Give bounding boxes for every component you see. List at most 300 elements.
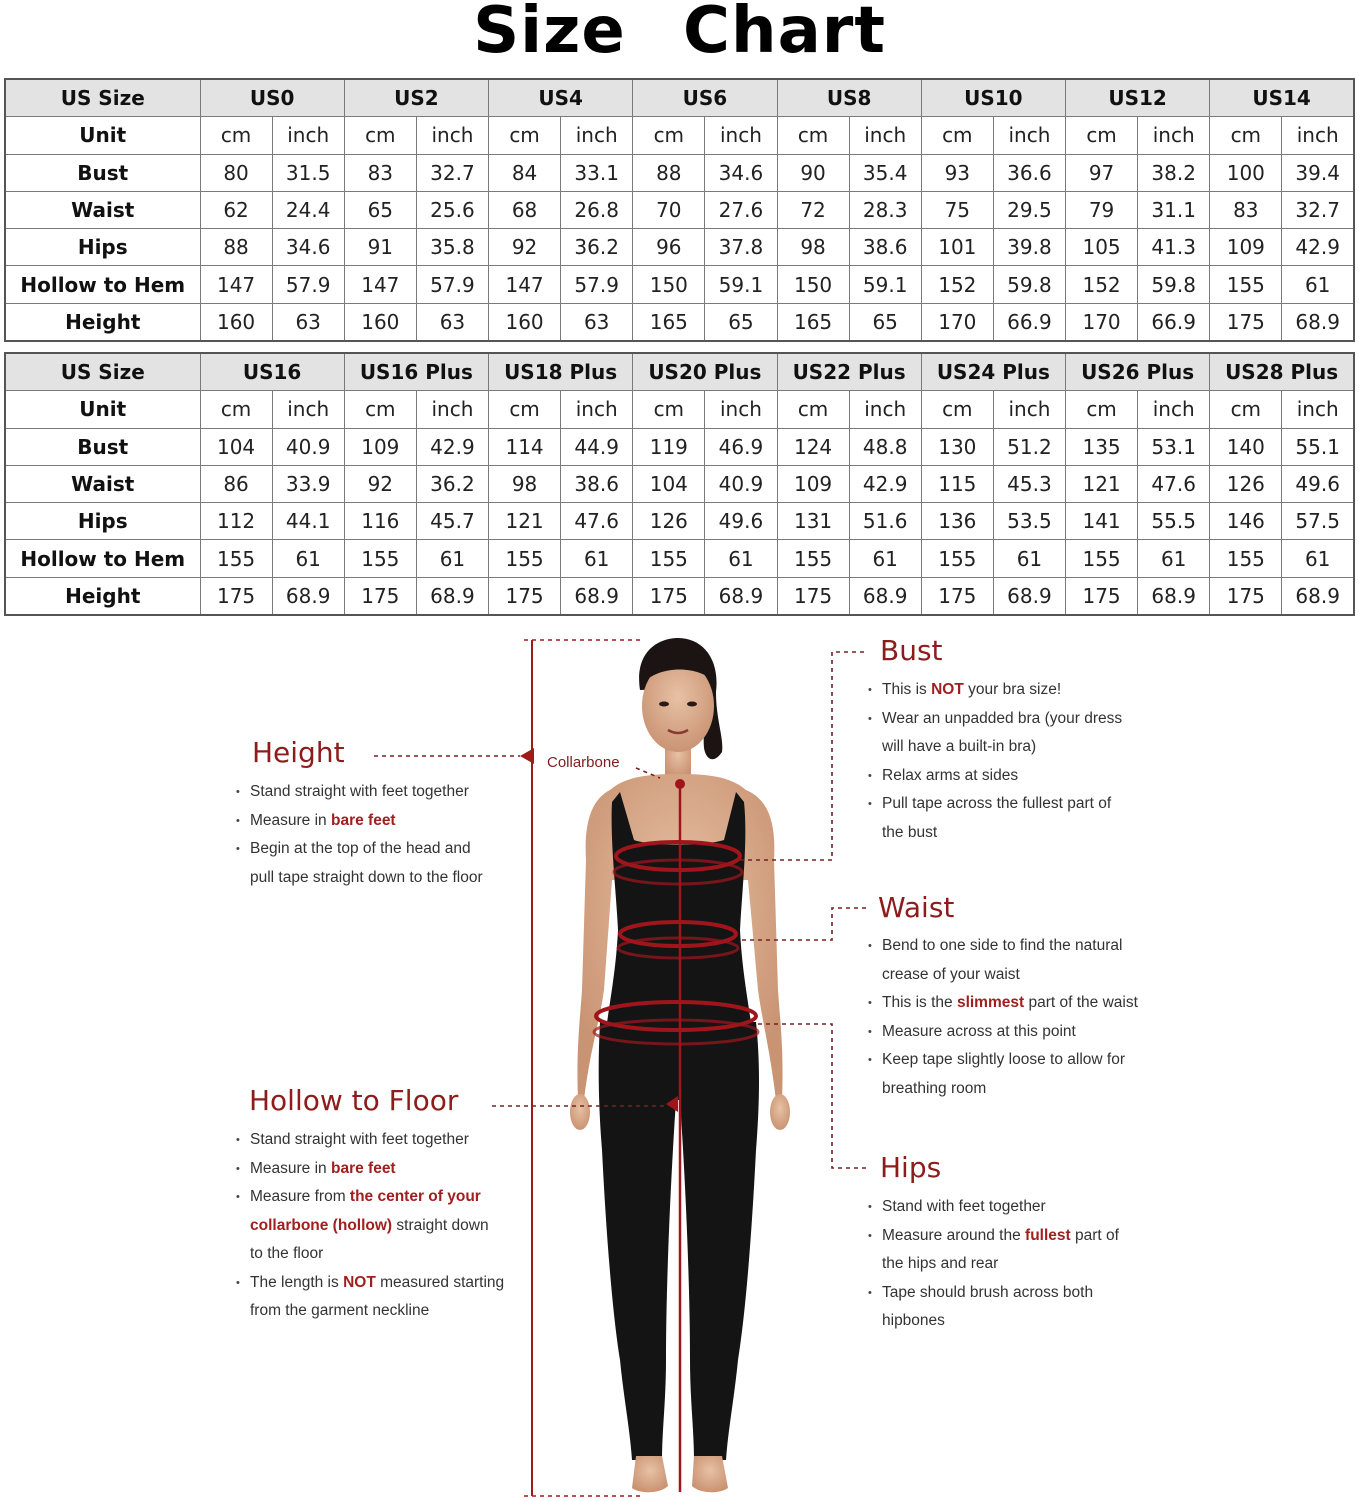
- tip-continuation: breathing room: [882, 1079, 987, 1097]
- size-column-header: US20 Plus: [633, 353, 777, 391]
- measurement-value-cell: 126: [633, 503, 705, 540]
- unit-inch-cell: inch: [561, 391, 633, 428]
- size-column-header: US10: [921, 79, 1065, 117]
- measurement-value-cell: 32.7: [1282, 191, 1354, 228]
- size-header-row: [5, 353, 1354, 391]
- measurement-value-cell: 121: [489, 503, 561, 540]
- measurement-value-cell: 61: [416, 540, 488, 577]
- size-table-regular: [4, 78, 1355, 342]
- size-column-header: US2: [344, 79, 488, 117]
- unit-row-label: Unit: [5, 391, 200, 428]
- size-column-header: US16 Plus: [344, 353, 488, 391]
- unit-cm-cell: cm: [777, 117, 849, 154]
- measurement-value-cell: 160: [489, 303, 561, 341]
- size-column-header: US28 Plus: [1210, 353, 1354, 391]
- measurement-value-cell: 147: [344, 266, 416, 303]
- measurement-value-cell: 88: [633, 154, 705, 191]
- measurement-row: [5, 154, 1354, 191]
- measurement-value-cell: 42.9: [416, 428, 488, 465]
- size-column-header: US18 Plus: [489, 353, 633, 391]
- measurement-row: [5, 191, 1354, 228]
- measurement-value-cell: 24.4: [272, 191, 344, 228]
- measurement-value-cell: 101: [921, 229, 993, 266]
- measurement-value-cell: 55.1: [1282, 428, 1354, 465]
- unit-cm-cell: cm: [489, 391, 561, 428]
- unit-cm-cell: cm: [633, 391, 705, 428]
- measurement-value-cell: 92: [344, 465, 416, 502]
- measurement-value-cell: 61: [1138, 540, 1210, 577]
- measurement-value-cell: 70: [633, 191, 705, 228]
- tip-item: [868, 1046, 1168, 1103]
- measurement-row-label: Hips: [5, 503, 200, 540]
- measurement-value-cell: 152: [921, 266, 993, 303]
- unit-inch-cell: inch: [1282, 391, 1354, 428]
- measurement-value-cell: 68.9: [705, 577, 777, 615]
- measurement-value-cell: 31.1: [1138, 191, 1210, 228]
- unit-inch-cell: inch: [1138, 391, 1210, 428]
- measurement-value-cell: 35.4: [849, 154, 921, 191]
- height-tips: [236, 778, 516, 892]
- hips-tips: [868, 1193, 1168, 1336]
- unit-inch-cell: inch: [272, 117, 344, 154]
- measurement-value-cell: 37.8: [705, 229, 777, 266]
- measurement-value-cell: 39.4: [1282, 154, 1354, 191]
- measurement-value-cell: 68.9: [993, 577, 1065, 615]
- measurement-value-cell: 109: [777, 465, 849, 502]
- measurement-value-cell: 135: [1066, 428, 1138, 465]
- tip-item: [868, 989, 1168, 1018]
- measurement-value-cell: 40.9: [272, 428, 344, 465]
- tip-item: [868, 790, 1168, 847]
- measurement-value-cell: 45.3: [993, 465, 1065, 502]
- measurement-value-cell: 47.6: [1138, 465, 1210, 502]
- measurement-value-cell: 136: [921, 503, 993, 540]
- bust-title: Bust: [880, 634, 943, 667]
- tip-text: Stand straight with feet together: [250, 1131, 469, 1148]
- measurement-value-cell: 165: [633, 303, 705, 341]
- measurement-value-cell: 59.1: [849, 266, 921, 303]
- tip-text: This is: [882, 681, 932, 698]
- measurement-value-cell: 33.1: [561, 154, 633, 191]
- measurement-value-cell: 100: [1210, 154, 1282, 191]
- measurement-value-cell: 160: [200, 303, 272, 341]
- collarbone-label: Collarbone: [547, 754, 620, 771]
- unit-cm-cell: cm: [777, 391, 849, 428]
- hips-title: Hips: [880, 1151, 942, 1184]
- measurement-value-cell: 147: [200, 266, 272, 303]
- measurement-row-label: Hollow to Hem: [5, 540, 200, 577]
- tip-item: [868, 1279, 1168, 1336]
- tip-text: Relax arms at sides: [882, 766, 1019, 784]
- measurement-value-cell: 155: [1210, 540, 1282, 577]
- measurement-value-cell: 63: [272, 303, 344, 341]
- measurement-value-cell: 80: [200, 154, 272, 191]
- measurement-value-cell: 83: [1210, 191, 1282, 228]
- measurement-value-cell: 150: [633, 266, 705, 303]
- measurement-value-cell: 57.9: [272, 266, 344, 303]
- unit-inch-cell: inch: [416, 117, 488, 154]
- tip-item: [868, 762, 1168, 791]
- size-column-header: US4: [489, 79, 633, 117]
- tip-item: [236, 1155, 526, 1184]
- measurement-value-cell: 121: [1066, 465, 1138, 502]
- tip-text: Measure in: [250, 1159, 331, 1177]
- measurement-value-cell: 36.2: [561, 229, 633, 266]
- unit-inch-cell: inch: [561, 117, 633, 154]
- unit-cm-cell: cm: [200, 117, 272, 154]
- measurement-value-cell: 47.6: [561, 503, 633, 540]
- measurement-value-cell: 59.8: [1138, 266, 1210, 303]
- measurement-value-cell: 65: [705, 303, 777, 341]
- measurement-value-cell: 59.1: [705, 266, 777, 303]
- measurement-value-cell: 55.5: [1138, 503, 1210, 540]
- measurement-value-cell: 35.8: [416, 229, 488, 266]
- unit-cm-cell: cm: [921, 391, 993, 428]
- size-header-label: US Size: [5, 79, 200, 117]
- highlight-text: the center of your: [349, 1188, 481, 1205]
- tip-continuation: the bust: [882, 823, 938, 841]
- measurement-value-cell: 44.9: [561, 428, 633, 465]
- tip-text: your bra size!: [963, 681, 1062, 698]
- measurement-row: [5, 303, 1354, 341]
- unit-inch-cell: inch: [993, 391, 1065, 428]
- measurement-value-cell: 165: [777, 303, 849, 341]
- measurement-value-cell: 61: [849, 540, 921, 577]
- tip-item: [236, 778, 516, 807]
- measurement-value-cell: 126: [1210, 465, 1282, 502]
- measurement-row-label: Height: [5, 303, 200, 341]
- measurement-value-cell: 124: [777, 428, 849, 465]
- measurement-row-label: Bust: [5, 154, 200, 191]
- tip-item: [868, 1193, 1168, 1222]
- measurement-value-cell: 68.9: [1138, 577, 1210, 615]
- measurement-value-cell: 92: [489, 229, 561, 266]
- measurement-value-cell: 97: [1066, 154, 1138, 191]
- unit-inch-cell: inch: [705, 117, 777, 154]
- measurement-value-cell: 41.3: [1138, 229, 1210, 266]
- measurement-value-cell: 48.8: [849, 428, 921, 465]
- measurement-row: [5, 266, 1354, 303]
- measurement-value-cell: 34.6: [272, 229, 344, 266]
- unit-inch-cell: inch: [849, 391, 921, 428]
- tip-continuation: from the garment neckline: [250, 1302, 430, 1319]
- measurement-value-cell: 61: [272, 540, 344, 577]
- measurement-row: [5, 229, 1354, 266]
- measurement-value-cell: 27.6: [705, 191, 777, 228]
- highlight-text: slimmest: [956, 994, 1025, 1011]
- unit-cm-cell: cm: [1210, 117, 1282, 154]
- measurement-value-cell: 59.8: [993, 266, 1065, 303]
- measurement-value-cell: 160: [344, 303, 416, 341]
- measurement-value-cell: 141: [1066, 503, 1138, 540]
- measurement-value-cell: 112: [200, 503, 272, 540]
- measurement-value-cell: 175: [344, 577, 416, 615]
- measurement-value-cell: 175: [633, 577, 705, 615]
- unit-row-label: Unit: [5, 117, 200, 154]
- measurement-row-label: Height: [5, 577, 200, 615]
- measurement-value-cell: 42.9: [1282, 229, 1354, 266]
- tip-text: Measure in: [250, 811, 331, 829]
- tip-text: measured starting: [375, 1273, 505, 1291]
- measurement-row: [5, 428, 1354, 465]
- measurement-value-cell: 61: [1282, 266, 1354, 303]
- tip-item: [236, 1183, 526, 1269]
- unit-cm-cell: cm: [200, 391, 272, 428]
- size-column-header: US16: [200, 353, 344, 391]
- tip-item: [236, 1269, 526, 1326]
- tip-item: [868, 1018, 1168, 1047]
- tip-item: [236, 1126, 526, 1155]
- tip-text: Pull tape across the fullest part of: [882, 795, 1112, 812]
- measurement-value-cell: 105: [1066, 229, 1138, 266]
- unit-cm-cell: cm: [1066, 117, 1138, 154]
- measurement-value-cell: 68.9: [1282, 303, 1354, 341]
- measurement-value-cell: 175: [921, 577, 993, 615]
- tip-text: Wear an unpadded bra (your dress: [882, 709, 1123, 727]
- measurement-value-cell: 115: [921, 465, 993, 502]
- unit-inch-cell: inch: [272, 391, 344, 428]
- size-column-header: US14: [1210, 79, 1354, 117]
- hollow-to-floor-title: Hollow to Floor: [249, 1084, 459, 1117]
- size-column-header: US6: [633, 79, 777, 117]
- measurement-row: [5, 540, 1354, 577]
- measurement-value-cell: 39.8: [993, 229, 1065, 266]
- measurement-value-cell: 79: [1066, 191, 1138, 228]
- hollow-to-floor-tips: [236, 1126, 526, 1326]
- highlight-text: collarbone (hollow): [250, 1216, 393, 1234]
- tip-text: part of: [1070, 1226, 1119, 1244]
- measurement-value-cell: 146: [1210, 503, 1282, 540]
- measurement-value-cell: 51.2: [993, 428, 1065, 465]
- highlight-text: bare feet: [330, 1159, 396, 1177]
- waist-title: Waist: [878, 891, 955, 924]
- measurement-value-cell: 63: [561, 303, 633, 341]
- measurement-value-cell: 49.6: [705, 503, 777, 540]
- measurement-value-cell: 72: [777, 191, 849, 228]
- size-table-plus: [4, 352, 1355, 616]
- tip-text: part of the waist: [1024, 994, 1138, 1011]
- measurement-row-label: Bust: [5, 428, 200, 465]
- measurement-value-cell: 131: [777, 503, 849, 540]
- measurement-value-cell: 116: [344, 503, 416, 540]
- measurement-value-cell: 66.9: [1138, 303, 1210, 341]
- measurement-value-cell: 31.5: [272, 154, 344, 191]
- unit-inch-cell: inch: [1138, 117, 1210, 154]
- measurement-value-cell: 175: [1210, 303, 1282, 341]
- measurement-value-cell: 61: [993, 540, 1065, 577]
- tip-continuation: to the floor: [250, 1245, 324, 1262]
- tip-text: Stand with feet together: [882, 1198, 1046, 1215]
- highlight-text: bare feet: [330, 811, 396, 829]
- bust-tips: [868, 676, 1168, 847]
- measurement-value-cell: 155: [200, 540, 272, 577]
- tip-item: [868, 705, 1168, 762]
- measurement-value-cell: 90: [777, 154, 849, 191]
- unit-row: [5, 391, 1354, 428]
- measurement-value-cell: 93: [921, 154, 993, 191]
- measurement-value-cell: 68: [489, 191, 561, 228]
- highlight-text: NOT: [931, 681, 964, 698]
- measurement-value-cell: 63: [416, 303, 488, 341]
- unit-cm-cell: cm: [344, 117, 416, 154]
- measurement-value-cell: 96: [633, 229, 705, 266]
- unit-row: [5, 117, 1354, 154]
- measurement-value-cell: 68.9: [1282, 577, 1354, 615]
- measurement-value-cell: 61: [561, 540, 633, 577]
- measurement-value-cell: 109: [1210, 229, 1282, 266]
- size-column-header: US22 Plus: [777, 353, 921, 391]
- tip-continuation: crease of your waist: [882, 965, 1020, 983]
- size-column-header: US8: [777, 79, 921, 117]
- tip-continuation: the hips and rear: [882, 1255, 999, 1272]
- measurement-value-cell: 152: [1066, 266, 1138, 303]
- unit-cm-cell: cm: [344, 391, 416, 428]
- measurement-value-cell: 38.6: [849, 229, 921, 266]
- measurement-value-cell: 57.5: [1282, 503, 1354, 540]
- measurement-value-cell: 61: [705, 540, 777, 577]
- measurement-value-cell: 28.3: [849, 191, 921, 228]
- size-header-label: US Size: [5, 353, 200, 391]
- measurement-value-cell: 68.9: [272, 577, 344, 615]
- measurement-value-cell: 32.7: [416, 154, 488, 191]
- measurement-guide: [0, 630, 1359, 1500]
- tip-item: [236, 835, 516, 892]
- size-column-header: US24 Plus: [921, 353, 1065, 391]
- tip-text: straight down: [392, 1216, 489, 1234]
- measurement-value-cell: 155: [344, 540, 416, 577]
- measurement-value-cell: 38.6: [561, 465, 633, 502]
- measurement-value-cell: 57.9: [561, 266, 633, 303]
- tip-text: Measure across at this point: [882, 1022, 1076, 1040]
- unit-cm-cell: cm: [1210, 391, 1282, 428]
- measurement-value-cell: 155: [489, 540, 561, 577]
- measurement-value-cell: 44.1: [272, 503, 344, 540]
- measurement-value-cell: 65: [344, 191, 416, 228]
- tip-text: Tape should brush across both: [882, 1283, 1094, 1301]
- tip-continuation: [250, 1212, 526, 1241]
- measurement-value-cell: 53.5: [993, 503, 1065, 540]
- measurement-value-cell: 61: [1282, 540, 1354, 577]
- tip-text: Bend to one side to find the natural: [882, 937, 1123, 954]
- unit-cm-cell: cm: [1066, 391, 1138, 428]
- measurement-value-cell: 170: [921, 303, 993, 341]
- measurement-value-cell: 98: [489, 465, 561, 502]
- measurement-value-cell: 33.9: [272, 465, 344, 502]
- measurement-value-cell: 147: [489, 266, 561, 303]
- measurement-value-cell: 91: [344, 229, 416, 266]
- unit-inch-cell: inch: [849, 117, 921, 154]
- measurement-row: [5, 465, 1354, 502]
- unit-inch-cell: inch: [1282, 117, 1354, 154]
- measurement-value-cell: 26.8: [561, 191, 633, 228]
- measurement-value-cell: 68.9: [416, 577, 488, 615]
- measurement-value-cell: 62: [200, 191, 272, 228]
- unit-inch-cell: inch: [416, 391, 488, 428]
- tip-text: Keep tape slightly loose to allow for: [882, 1051, 1125, 1068]
- measurement-value-cell: 155: [921, 540, 993, 577]
- measurement-row: [5, 577, 1354, 615]
- measurement-value-cell: 25.6: [416, 191, 488, 228]
- measurement-value-cell: 155: [1066, 540, 1138, 577]
- height-title: Height: [252, 736, 345, 769]
- measurement-value-cell: 45.7: [416, 503, 488, 540]
- measurement-row-label: Waist: [5, 465, 200, 502]
- measurement-value-cell: 36.2: [416, 465, 488, 502]
- measurement-value-cell: 29.5: [993, 191, 1065, 228]
- measurement-value-cell: 175: [200, 577, 272, 615]
- measurement-value-cell: 66.9: [993, 303, 1065, 341]
- measurement-value-cell: 86: [200, 465, 272, 502]
- measurement-value-cell: 36.6: [993, 154, 1065, 191]
- measurement-value-cell: 49.6: [1282, 465, 1354, 502]
- size-column-header: US26 Plus: [1066, 353, 1210, 391]
- measurement-value-cell: 114: [489, 428, 561, 465]
- measurement-value-cell: 34.6: [705, 154, 777, 191]
- measurement-value-cell: 155: [777, 540, 849, 577]
- measurement-value-cell: 130: [921, 428, 993, 465]
- tip-text: Stand straight with feet together: [250, 783, 469, 800]
- measurement-value-cell: 42.9: [849, 465, 921, 502]
- measurement-value-cell: 68.9: [849, 577, 921, 615]
- measurement-value-cell: 155: [633, 540, 705, 577]
- measurement-value-cell: 109: [344, 428, 416, 465]
- measurement-value-cell: 155: [1210, 266, 1282, 303]
- measurement-value-cell: 175: [1066, 577, 1138, 615]
- tip-item: [236, 807, 516, 836]
- measurement-value-cell: 98: [777, 229, 849, 266]
- measurement-value-cell: 170: [1066, 303, 1138, 341]
- unit-cm-cell: cm: [633, 117, 705, 154]
- tip-text: Begin at the top of the head and: [250, 840, 471, 857]
- highlight-text: NOT: [343, 1273, 376, 1291]
- measurement-row-label: Waist: [5, 191, 200, 228]
- tip-item: [868, 1222, 1168, 1279]
- measurement-value-cell: 104: [633, 465, 705, 502]
- tip-item: [868, 932, 1168, 989]
- unit-cm-cell: cm: [489, 117, 561, 154]
- waist-tips: [868, 932, 1168, 1103]
- measurement-value-cell: 46.9: [705, 428, 777, 465]
- measurement-value-cell: 65: [849, 303, 921, 341]
- measurement-value-cell: 175: [777, 577, 849, 615]
- measurement-value-cell: 119: [633, 428, 705, 465]
- measurement-value-cell: 51.6: [849, 503, 921, 540]
- measurement-value-cell: 57.9: [416, 266, 488, 303]
- measurement-row: [5, 503, 1354, 540]
- measurement-value-cell: 40.9: [705, 465, 777, 502]
- measurement-value-cell: 104: [200, 428, 272, 465]
- measurement-value-cell: 38.2: [1138, 154, 1210, 191]
- measurement-value-cell: 175: [1210, 577, 1282, 615]
- measurement-row-label: Hips: [5, 229, 200, 266]
- tip-text: Measure from: [250, 1188, 350, 1205]
- tip-text: This is the: [882, 994, 957, 1011]
- tip-text: The length is: [250, 1273, 344, 1291]
- measurement-value-cell: 53.1: [1138, 428, 1210, 465]
- size-column-header: US12: [1066, 79, 1210, 117]
- measurement-value-cell: 88: [200, 229, 272, 266]
- size-header-row: [5, 79, 1354, 117]
- measurement-row-label: Hollow to Hem: [5, 266, 200, 303]
- measurement-value-cell: 68.9: [561, 577, 633, 615]
- highlight-text: fullest: [1025, 1226, 1071, 1244]
- unit-cm-cell: cm: [921, 117, 993, 154]
- measurement-value-cell: 75: [921, 191, 993, 228]
- unit-inch-cell: inch: [705, 391, 777, 428]
- measurement-value-cell: 83: [344, 154, 416, 191]
- size-column-header: US0: [200, 79, 344, 117]
- measurement-value-cell: 84: [489, 154, 561, 191]
